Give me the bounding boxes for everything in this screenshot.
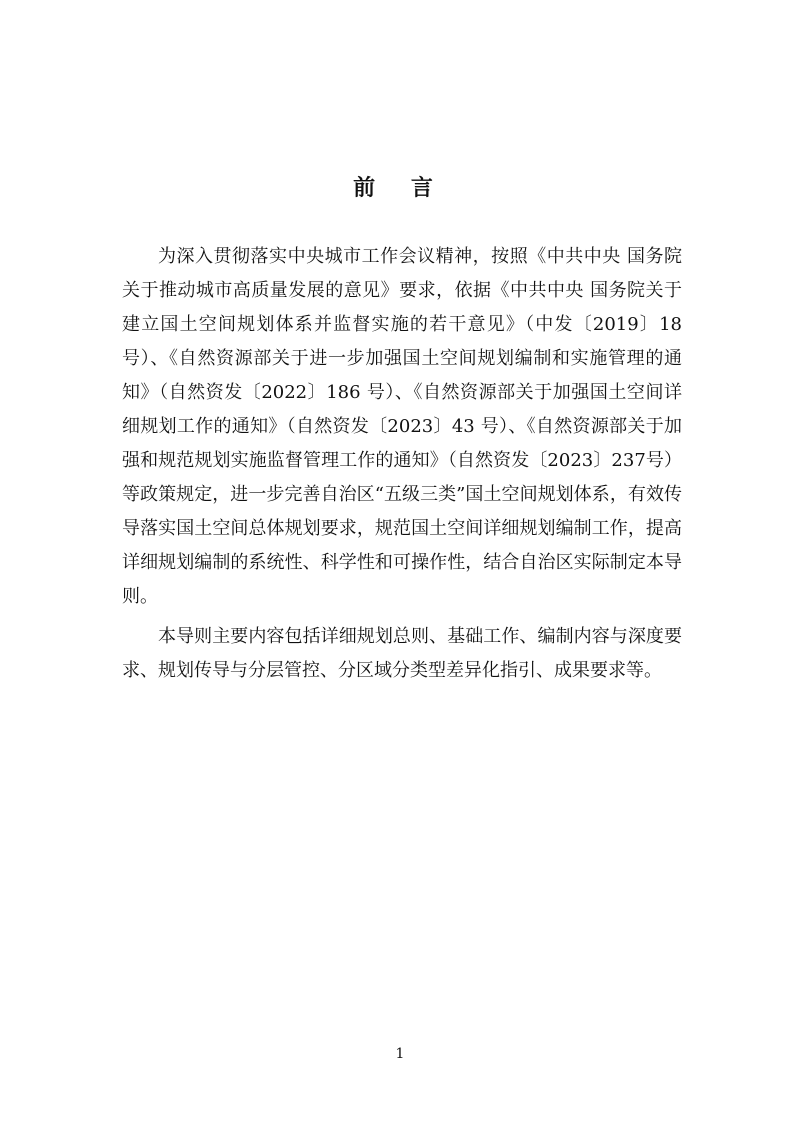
body-text (122, 240, 682, 694)
page-number: 1 (395, 1046, 405, 1062)
paragraph-preface-basis: 为深入贯彻落实中央城市工作会议精神，按照《中共中央 国务院关于推动城市高质量发展的意见》要求，依据《中共中央 国务院关于建立国土空间规划体系并监督实施的若干意见》（中发〔2019〕18 号）、《自然资源部关于进一步加强国土空间规划编制和实施管理的通知》（自然资发〔2022〕186 号）、《自然资源部关于加强国土空间详细规划工作的通知》（自然资发〔2023〕43 号）、《自然资源部关于加强和规范规划实施监督管理工作的通知》（自然资发〔2023〕237号）等政策规定，进一步完善自治区“五级三类”国土空间规划体系，有效传导落实国土空间总体规划要求，规范国土空间详细规划编制工作，提高详细规划编制的系统性、科学性和可操作性，结合自治区实际制定本导则。 (122, 246, 682, 607)
paragraph-preface-contents: 本导则主要内容包括详细规划总则、基础工作、编制内容与深度要求、规划传导与分层管控、分区域分类型差异化指引、成果要求等。 (122, 626, 682, 681)
page-title: 前 言 (353, 175, 447, 201)
